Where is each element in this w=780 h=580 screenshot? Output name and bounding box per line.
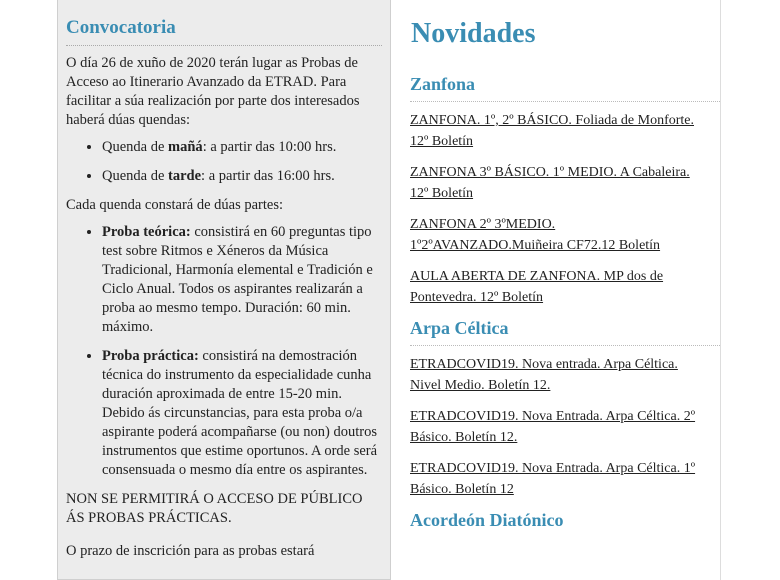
section-arpa-celtica: Arpa Céltica: [410, 318, 720, 346]
text: mañá: [168, 139, 203, 155]
news-link[interactable]: ZANFONA 2º 3ºMEDIO. 1º2ºAVANZADO.Muiñeira CF72.12 Boletín: [410, 217, 661, 253]
text: consistirá na demostración técnica do instrumento da especialidade cunha duración aproximada de entre 15-20 min. Debido ás circunstancias, para esta proba o/a aspirante poderá acompañarse (ou non) doutros instrumentos que estime oportunos. A orde será consensuada o mesmo día entre os aspirantes.: [102, 348, 378, 478]
novidades-heading: Novidades: [411, 18, 536, 49]
section-zanfona: Zanfona: [410, 74, 720, 102]
shift-item: [102, 138, 382, 157]
intro-text: O día 26 de xuño de 2020 terán lugar as Probas de Acceso ao Itinerario Avanzado da ETRAD. Para facilitar a súa realización por parte dos interesados haberá dúas quendas:: [66, 55, 360, 128]
text: : a partir das 10:00 hrs.: [202, 139, 337, 155]
text: Quenda de: [102, 139, 169, 155]
text: : a partir das 16:00 hrs.: [201, 168, 335, 184]
news-link[interactable]: AULA ABERTA DE ZANFONA. MP dos de Pontevedra. 12º Boletín: [410, 269, 664, 305]
text: Proba práctica:: [102, 348, 199, 364]
shift-item: [102, 167, 382, 186]
news-link[interactable]: ZANFONA 3º BÁSICO. 1º MEDIO. A Cabaleira. 12º Boletín: [410, 165, 690, 201]
text: Quenda de: [102, 168, 169, 184]
text: Proba teórica:: [102, 224, 191, 240]
news-link[interactable]: ETRADCOVID19. Nova Entrada. Arpa Céltica. 1º Básico. Boletín 12: [410, 461, 696, 497]
news-link[interactable]: ETRADCOVID19. Nova Entrada. Arpa Céltica. 2º Básico. Boletín 12.: [410, 409, 696, 445]
news-link[interactable]: ETRADCOVID19. Nova entrada. Arpa Céltica. Nivel Medio. Boletín 12.: [410, 357, 678, 393]
part-item: [102, 223, 382, 337]
news-link[interactable]: ZANFONA. 1º, 2º BÁSICO. Foliada de Monforte. 12º Boletín: [410, 113, 694, 149]
shifts-list: [66, 138, 382, 186]
convocatoria-heading: Convocatoria: [66, 17, 382, 46]
parts-list: [66, 223, 382, 480]
part-item: [102, 347, 382, 480]
convocatoria-panel: [57, 0, 391, 580]
notice-text: NON SE PERMITIRÁ O ACCESO DE PÚBLICO ÁS PROBAS PRÁCTICAS.: [66, 491, 363, 526]
parts-intro: Cada quenda constará de dúas partes:: [66, 197, 284, 213]
text: tarde: [168, 168, 202, 184]
novidades-panel: [390, 0, 721, 580]
section-acordeon: Acordeón Diatónico: [410, 510, 564, 530]
text: consistirá en 60 preguntas tipo test sobre Ritmos e Xéneros da Música Tradicional, Harmonía elemental e Tradición e Ciclo Anual. Todos os aspirantes realizarán a proba ao mesmo tempo. Duración: 60 min. máximo.: [102, 224, 373, 335]
cut-text: O prazo de inscrición para as probas estará: [66, 543, 315, 559]
